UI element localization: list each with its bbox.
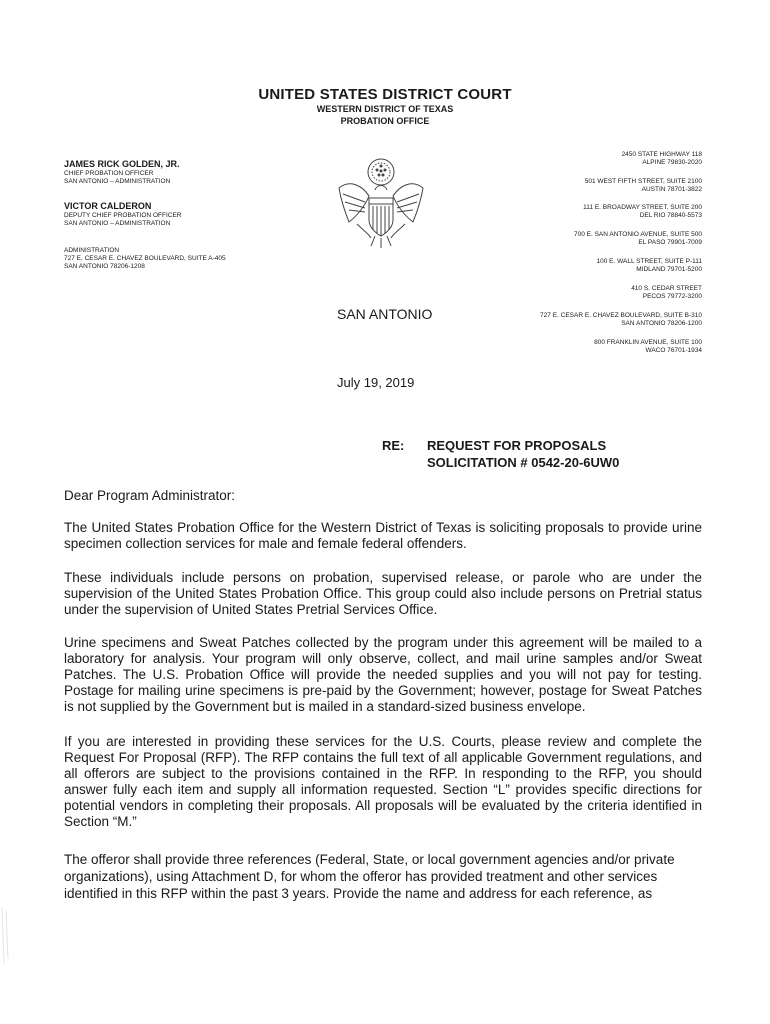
letter-date: July 19, 2019 [337, 375, 415, 390]
body-paragraph: The offeror shall provide three references (Federal, State, or local government agencies and/or private organizations), using Attachment D, for whom the offeror has provided treatment and other services identified in this RFP within the past 3 years. Provide the name and address for each reference, as [64, 852, 675, 901]
letter-location: SAN ANTONIO [337, 306, 433, 322]
deputy-officer-name: VICTOR CALDERON [64, 201, 152, 211]
re-solicitation: SOLICITATION # 0542-20-6UW0 [427, 455, 620, 470]
body-paragraph: The United States Probation Office for the Western District of Texas is soliciting proposals to provide urine specimen collection services for male and female federal offenders. [64, 520, 702, 551]
re-label: RE: [382, 438, 405, 453]
scan-edge-mark [0, 905, 12, 965]
office-alpine: 2450 STATE HIGHWAY 118 ALPINE 79830-2020 [621, 151, 702, 166]
admin-city: SAN ANTONIO 78206-1208 [64, 263, 145, 270]
office-name: PROBATION OFFICE [340, 116, 430, 126]
admin-address: 727 E. CESAR E. CHAVEZ BOULEVARD, SUITE A-405 [64, 255, 226, 262]
salutation: Dear Program Administrator: [64, 488, 236, 503]
office-san-antonio: 727 E. CESAR E. CHAVEZ BOULEVARD, SUITE B-310 SAN ANTONIO 78206-1200 [540, 312, 702, 327]
deputy-officer-unit: SAN ANTONIO – ADMINISTRATION [64, 220, 171, 227]
office-midland: 100 E. WALL STREET, SUITE P-111 MIDLAND 79701-5200 [596, 258, 702, 273]
deputy-officer-title: DEPUTY CHIEF PROBATION OFFICER [64, 212, 182, 219]
chief-officer-name: JAMES RICK GOLDEN, JR. [64, 159, 180, 169]
chief-officer-title: CHIEF PROBATION OFFICER [64, 170, 154, 177]
office-pecos: 410 S. CEDAR STREET PECOS 79772-3200 [631, 285, 702, 300]
eagle-seal-icon [335, 150, 427, 254]
chief-officer-unit: SAN ANTONIO – ADMINISTRATION [64, 178, 171, 185]
office-del-rio: 111 E. BROADWAY STREET, SUITE 200 DEL RIO 78840-5573 [583, 204, 702, 219]
body-paragraph: Urine specimens and Sweat Patches collected by the program under this agreement will be mailed to a laboratory for analysis. Your program will only observe, collect, and mail urine samples and/or Sweat Patches. The U.S. Probation Office will provide the needed supplies and you will not pay for testing. Postage for mailing urine specimens is pre-paid by the Government; however, postage for Sweat Patches is not supplied by the Government but is mailed in a standard-sized business envelope. [64, 635, 702, 714]
court-name: UNITED STATES DISTRICT COURT [258, 86, 512, 103]
district-name: WESTERN DISTRICT OF TEXAS [316, 104, 454, 114]
body-paragraph: If you are interested in providing these services for the U.S. Courts, please review and complete the Request For Proposal (RFP). The RFP contains the full text of all applicable Government regulations, and all offerors are subject to the provisions contained in the RFP. In responding to the RFP, you should answer fully each item and supply all information requested. Section “L” provides specific directions for potential vendors in completing their proposals. All proposals will be evaluated by the criteria identified in Section “M.” [64, 734, 702, 829]
admin-label: ADMINISTRATION [64, 247, 120, 254]
body-paragraph: These individuals include persons on probation, supervised release, or parole who are under the supervision of the United States Probation Office. This group could also include persons on Pretrial status under the supervision of United States Pretrial Services Office. [64, 570, 702, 617]
office-el-paso: 700 E. SAN ANTONIO AVENUE, SUITE 500 EL PASO 79901-7009 [573, 231, 702, 246]
re-subject: REQUEST FOR PROPOSALS [427, 438, 607, 453]
office-waco: 800 FRANKLIN AVENUE, SUITE 100 WACO 76701-1934 [594, 339, 702, 354]
office-austin: 501 WEST FIFTH STREET, SUITE 2100 AUSTIN 78701-3822 [584, 178, 702, 193]
